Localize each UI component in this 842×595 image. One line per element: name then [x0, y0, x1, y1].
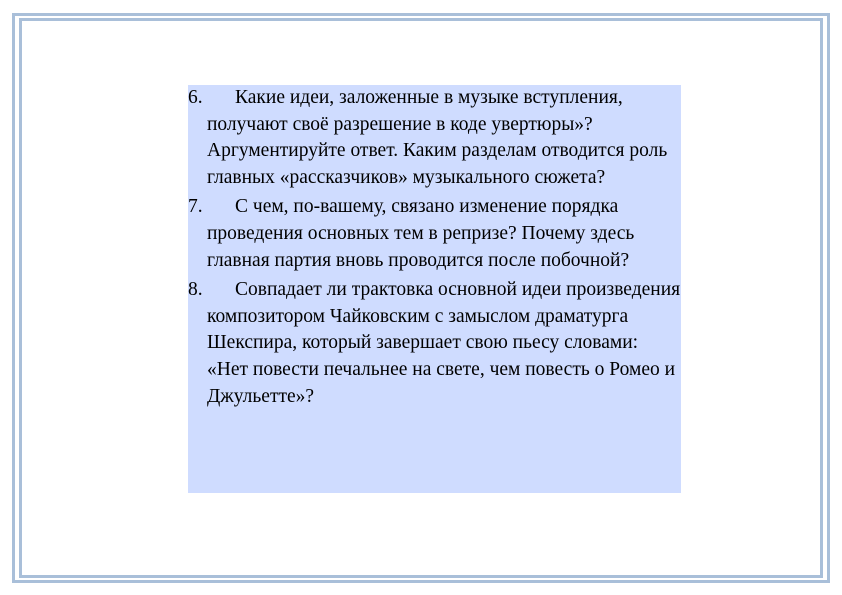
question-text: С чем, по-вашему, связано изменение порядка проведения основных тем в репризе? Почему здесь главная партия вновь проводится после побочной? [207, 196, 635, 271]
question-item-8 [188, 277, 681, 410]
question-item-6 [188, 85, 681, 191]
question-text: Какие идеи, заложенные в музыке вступления, получают своё разрешение в коде увертюры»? Аргументируйте ответ. Каким разделам отводится роль главных «рассказчиков» музыкального сюжета? [207, 87, 668, 188]
question-number: 8. [188, 279, 203, 301]
question-item-7 [188, 194, 681, 274]
question-number: 7. [188, 196, 203, 218]
questions-list [188, 85, 681, 410]
questions-box [188, 85, 681, 493]
question-number: 6. [188, 87, 203, 108]
question-text: Совпадает ли трактовка основной идеи произведения композитором Чайковским с замыслом драматурга Шекспира, который завершает свою пьесу словами: «Нет повести печальнее на свете, чем повесть о Ромео и Джульетте»? [207, 279, 681, 407]
